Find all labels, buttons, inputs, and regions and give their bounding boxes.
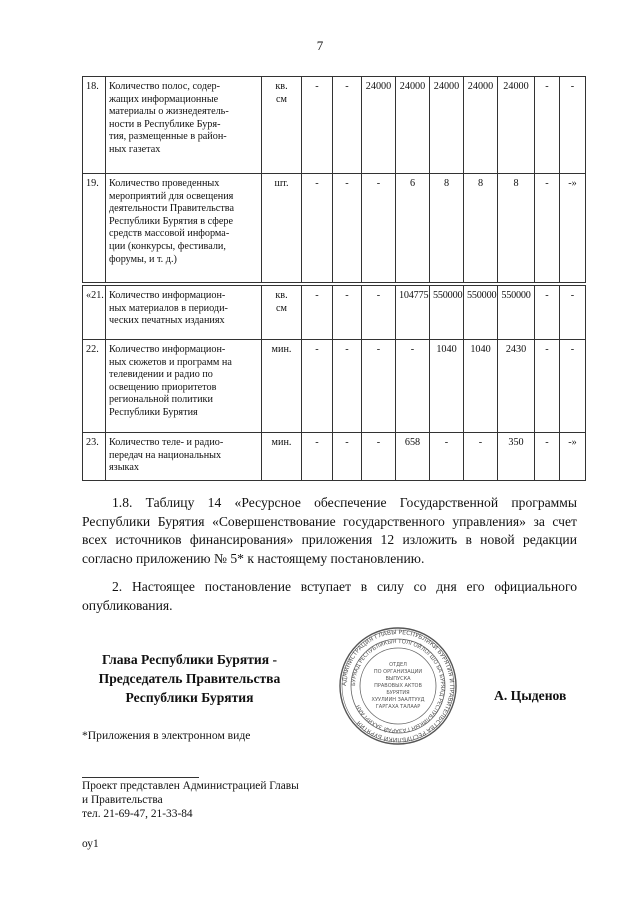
value-cell: 6	[396, 174, 430, 283]
svg-text:ХУУЛИИН ЗААЛТУУД: ХУУЛИИН ЗААЛТУУД	[371, 697, 425, 703]
value-cell: 24000	[430, 77, 464, 174]
footer-rule	[82, 777, 199, 778]
value-cell: -	[302, 340, 333, 433]
document-code: оу1	[82, 838, 99, 850]
value-cell: -	[333, 286, 362, 340]
svg-text:БУРЯТИЯ: БУРЯТИЯ	[386, 690, 410, 696]
value-cell: 550000	[498, 286, 535, 340]
value-cell: -	[535, 433, 560, 481]
value-cell: -	[302, 77, 333, 174]
footer-info	[82, 779, 299, 822]
value-cell: -	[464, 433, 498, 481]
value-cell: 550000	[430, 286, 464, 340]
value-cell: -»	[560, 433, 586, 481]
row-number-cell: 22.	[83, 340, 106, 433]
value-cell: -	[362, 174, 396, 283]
value-cell: -	[430, 433, 464, 481]
page-number: 7	[316, 38, 324, 53]
value-cell: -	[333, 77, 362, 174]
indicator-name-cell: Количество проведенных мероприятий для освещения деятельности Правительства Республики Бурятия в сфере средств массовой информа- ции (конкурсы, фестивали, форумы, и т. д.)	[106, 174, 262, 283]
indicators-table-part-1	[82, 76, 586, 283]
signer-name: А. Цыденов	[494, 688, 567, 703]
unit-cell: кв. см	[262, 77, 302, 174]
table-row	[83, 174, 586, 283]
value-cell: -	[535, 340, 560, 433]
unit-cell: шт.	[262, 174, 302, 283]
footer-line: и Правительства	[82, 794, 163, 807]
value-cell: 24000	[464, 77, 498, 174]
svg-text:ПО ОРГАНИЗАЦИИ: ПО ОРГАНИЗАЦИИ	[373, 669, 423, 675]
value-cell: 8	[498, 174, 535, 283]
unit-cell: кв. см	[262, 286, 302, 340]
indicators-table-part-2	[82, 285, 586, 481]
indicator-name-cell: Количество информацион- ных сюжетов и программ на телевидении и радио по освещению приоритетов региональной политики Республики Бурятия	[106, 340, 262, 433]
footer-line: тел. 21-69-47, 21-33-84	[82, 808, 193, 821]
value-cell: -	[396, 340, 430, 433]
value-cell: 24000	[498, 77, 535, 174]
indicator-name-cell: Количество теле- и радио- передач на национальных языках	[106, 433, 262, 481]
unit-cell: мин.	[262, 433, 302, 481]
value-cell: 8	[464, 174, 498, 283]
svg-text:ОТДЕЛ: ОТДЕЛ	[389, 662, 407, 668]
official-seal-stamp	[338, 626, 458, 746]
value-cell: 1040	[430, 340, 464, 433]
row-number-cell: 18.	[83, 77, 106, 174]
value-cell: 658	[396, 433, 430, 481]
value-cell: 8	[430, 174, 464, 283]
row-number-cell: «21.	[83, 286, 106, 340]
value-cell: 350	[498, 433, 535, 481]
value-cell: -	[302, 433, 333, 481]
table-row	[83, 286, 586, 340]
value-cell: -	[362, 286, 396, 340]
value-cell: -	[333, 340, 362, 433]
table-row	[83, 433, 586, 481]
value-cell: -	[560, 340, 586, 433]
value-cell: 550000	[464, 286, 498, 340]
svg-text:ВЫПУСКА: ВЫПУСКА	[385, 676, 411, 682]
seal-inner-ring-text: БУРЯАД РЕСПУБЛИКЫН ТОЛГОЙЛОГШО БА БУРЯАД РЕСПУБЛИКЫН ГАЗАРАЙ ЗАХИРГААН	[350, 638, 446, 734]
row-number-cell: 19.	[83, 174, 106, 283]
value-cell: -	[560, 77, 586, 174]
signer-title: Глава Республики Бурятия - Председатель Правительства Республики Бурятия	[98, 652, 281, 705]
value-cell: -	[302, 174, 333, 283]
value-cell: -	[560, 286, 586, 340]
svg-text:ГАРГАХА ТАЛААР: ГАРГАХА ТАЛААР	[375, 704, 421, 710]
attachment-note: *Приложения в электронном виде	[82, 729, 251, 742]
value-cell: -	[362, 340, 396, 433]
value-cell: 2430	[498, 340, 535, 433]
indicator-name-cell: Количество информацион- ных материалов в периоди- ческих печатных изданиях	[106, 286, 262, 340]
paragraph-2: 2. Настоящее постановление вступает в силу со дня его официального опубликования.	[82, 579, 577, 613]
seal-outer-ring-text: АДМИНИСТРАЦИЯ ГЛАВЫ РЕСПУБЛИКИ БУРЯТИЯ И ПРАВИТЕЛЬСТВА РЕСПУБЛИКИ БУРЯТИЯ	[340, 628, 456, 744]
seal-center-text	[372, 662, 425, 710]
indicator-name-cell: Количество полос, содер- жащих информационные материалы о жизнедеятель- ности в Республике Буря- тия, размещенные в район- ных газетах	[106, 77, 262, 174]
paragraph-1-8: 1.8. Таблицу 14 «Ресурсное обеспечение Государственной программы Республики Бурятия «Совершенствование государственного управления» за счет всех источников финансирования» приложения 12 изложить в новой редакции согласно приложению № 5* к настоящему постановлению.	[82, 495, 577, 566]
value-cell: -»	[560, 174, 586, 283]
value-cell: 1040	[464, 340, 498, 433]
table-row	[83, 340, 586, 433]
footer-line: Проект представлен Администрацией Главы	[82, 780, 299, 792]
value-cell: -	[302, 286, 333, 340]
unit-cell: мин.	[262, 340, 302, 433]
value-cell: -	[535, 77, 560, 174]
svg-text:ПРАВОВЫХ АКТОВ: ПРАВОВЫХ АКТОВ	[374, 683, 422, 689]
value-cell: 24000	[362, 77, 396, 174]
value-cell: -	[362, 433, 396, 481]
value-cell: -	[535, 174, 560, 283]
value-cell: -	[333, 174, 362, 283]
table-row	[83, 77, 586, 174]
value-cell: 104775	[396, 286, 430, 340]
value-cell: -	[535, 286, 560, 340]
row-number-cell: 23.	[83, 433, 106, 481]
value-cell: -	[333, 433, 362, 481]
value-cell: 24000	[396, 77, 430, 174]
